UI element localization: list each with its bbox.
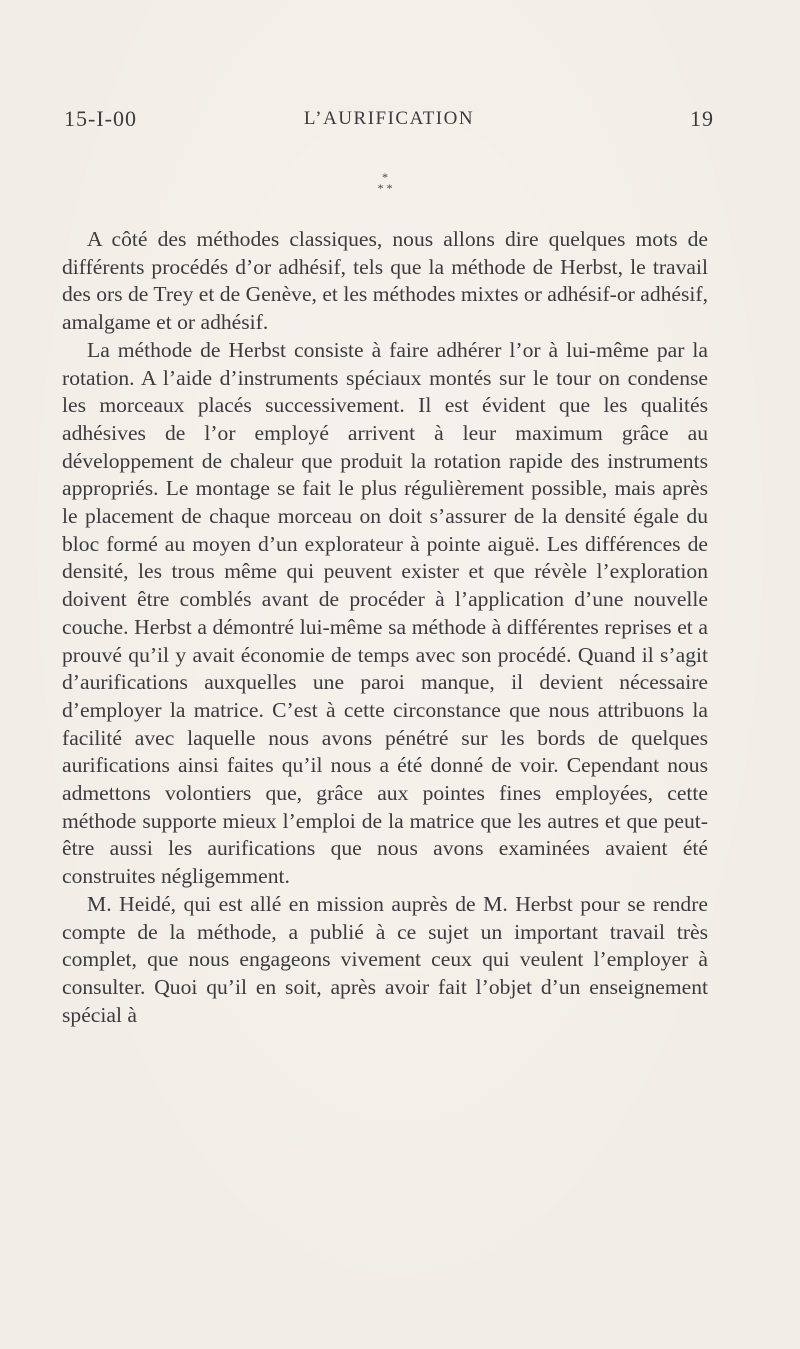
body-text [62,226,708,1029]
header-date: 15-I-00 [64,106,137,131]
ornament-top-star: * [382,170,388,184]
section-ornament [0,172,770,194]
page-number: 19 [690,106,714,131]
ornament-bottom-stars: * * [377,181,393,195]
paragraph: M. Heidé, qui est allé en mission auprès de M. Herbst pour se rendre compte de la méthode, a publié à ce sujet un important travail très complet, que nous engageons vivement ceux qui veulent l’employer à consulter. Quoi qu’il en soit, après avoir fait l’objet d’un enseignement spécial à [62,891,708,1027]
paragraph: A côté des méthodes classiques, nous allons dire quelques mots de différents procédés d’or adhésif, tels que la méthode de Herbst, le travail des ors de Trey et de Genève, et les méthodes mixtes or adhésif-or adhésif, amalgame et or adhésif. [62,227,708,335]
running-header [64,106,714,136]
header-title: L’AURIFICATION [303,108,475,129]
paragraph: La méthode de Herbst consiste à faire adhérer l’or à lui-même par la rotation. A l’aide d’instruments spéciaux montés sur le tour on condense les morceaux placés successivement. Il est évident que les qualités adhésives de l’or employé arrivent à leur maximum grâce au développement de chaleur que produit la rotation rapide des instruments appropriés. Le montage se fait le plus régulièrement possible, mais après le placement de chaque morceau on doit s’assurer de la densité égale du bloc formé au moyen d’un explorateur à pointe aiguë. Les différences de densité, les trous même qui peuvent exister et que révèle l’exploration doivent être comblés avant de procéder à l’application d’une nouvelle couche. Herbst a démontré lui-même sa méthode à différentes reprises et a prouvé qu’il y avait économie de temps avec son procédé. Quand il s’agit d’aurifications auxquelles une paroi manque, il devient nécessaire d’employer la matrice. C’est à cette circonstance que nous attribuons la facilité avec laquelle nous avons pénétré sur les bords de quelques aurifications ainsi faites qu’il nous a été donné de voir. Cependant nous admettons volontiers que, grâce aux pointes fines employées, cette méthode supporte mieux l’emploi de la matrice que les autres et que peut-être aussi les aurifications que nous avons examinées avaient été construites négligemment. [62,337,708,889]
